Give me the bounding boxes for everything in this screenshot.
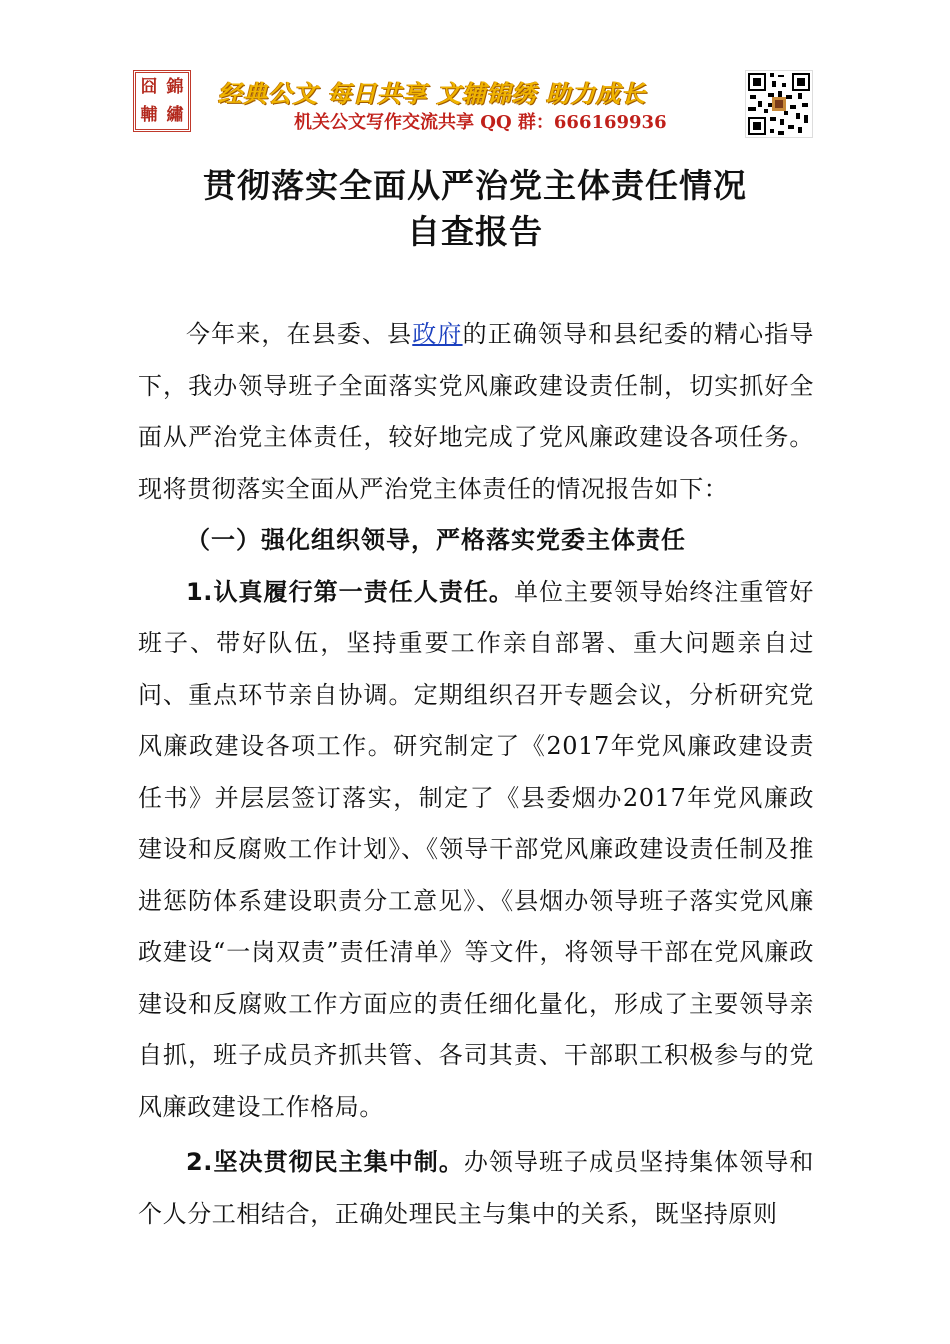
- item-2-paragraph: [138, 1137, 814, 1240]
- seal-char: 繡: [166, 104, 184, 125]
- intro-text-start: 今年来，在县委、县: [186, 320, 413, 348]
- seal-char: 輔: [140, 104, 158, 125]
- document-title-line-2: 自查报告: [407, 212, 543, 251]
- intro-text-end: 的正确领导和县纪委的精心指导下，我办领导班子全面落实党风廉政建设责任制，切实抓好全面从严治党主体责任，较好地完成了党风廉政建设各项任务。现将贯彻落实全面从严治党主体责任的情况报告如下：: [138, 320, 815, 503]
- header-slogan: 经典公文 每日共享 文辅锦绣 助力成长: [218, 80, 647, 108]
- item-2-lead: 2.坚决贯彻民主集中制。: [186, 1148, 464, 1176]
- item-1-paragraph: [138, 567, 814, 1134]
- item-1-text: 单位主要领导始终注重管好班子、带好队伍，坚持重要工作亲自部署、重大问题亲自过问、重点环节亲自协调。定期组织召开专题会议，分析研究党风廉政建设各项工作。研究制定了《2017年党风廉政建设责任书》并层层签订落实，制定了《县委烟办2017年党风廉政建设和反腐败工作计划》、《领导干部党风廉政建设责任制及推进惩防体系建设职责分工意见》、《县烟办领导班子落实党风廉政建设“一岗双责”责任清单》等文件，将领导干部在党风廉政建设和反腐败工作方面应的责任细化量化，形成了主要领导亲自抓，班子成员齐抓共管、各司其责、干部职工积极参与的党风廉政建设工作格局。: [138, 577, 815, 1121]
- government-link[interactable]: 政府: [412, 320, 463, 348]
- seal-char: 錦: [166, 76, 184, 97]
- document-body: [138, 309, 814, 1240]
- document-title-line-1: 贯彻落实全面从严治党主体责任情况: [203, 166, 747, 205]
- seal-char: 囧: [140, 76, 158, 97]
- qr-code-icon: [745, 70, 813, 138]
- intro-paragraph: [138, 309, 814, 515]
- section-heading: （一）强化组织领导，严格落实党委主体责任: [186, 526, 686, 554]
- item-1-lead: 1.认真履行第一责任人责任。: [186, 577, 514, 606]
- seal-logo: [133, 70, 191, 132]
- item-2-text: 办领导班子成员坚持集体领导和个人分工相结合，正确处理民主与集中的关系，既坚持原则: [138, 1148, 815, 1228]
- header-qq-group: 机关公文写作交流共享 QQ 群：666169936: [294, 112, 667, 133]
